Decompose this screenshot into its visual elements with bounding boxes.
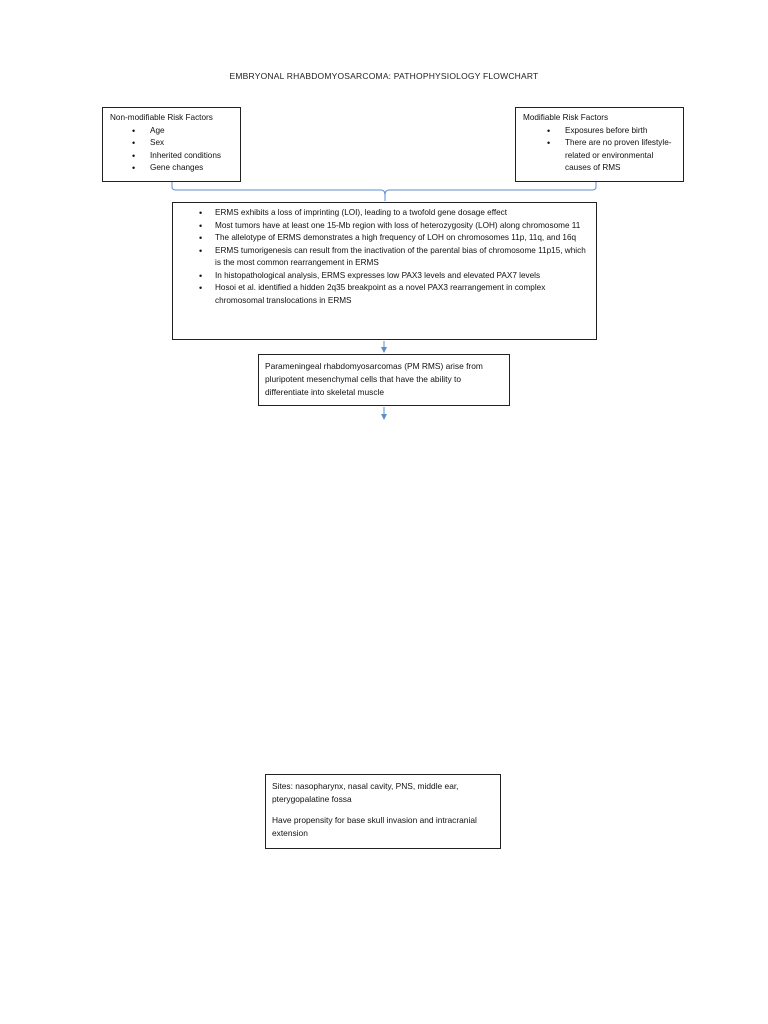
- list-item: • ERMS exhibits a loss of imprinting (LOI), leading to a twofold gene dosage effect: [181, 207, 586, 220]
- list-item: • There are no proven lifestyle-related or environmental causes of RMS: [523, 137, 676, 175]
- erms-mechanisms-box: [172, 202, 597, 340]
- modifiable-list: [523, 125, 676, 175]
- list-item: • Hosoi et al. identified a hidden 2q35 breakpoint as a novel PAX3 rearrangement in complex chromosomal translocations in ERMS: [181, 282, 586, 307]
- list-item: • In histopathological analysis, ERMS expresses low PAX3 levels and elevated PAX7 levels: [181, 270, 586, 283]
- modifiable-heading: Modifiable Risk Factors: [523, 113, 609, 122]
- invasion-text: Have propensity for base skull invasion and intracranial extension: [272, 815, 477, 838]
- list-item: • ERMS tumorigenesis can result from the inactivation of the parental bias of chromosome 11p15, which is the most common rearrangement in ERMS: [181, 245, 586, 270]
- non-modifiable-heading: Non-modifiable Risk Factors: [110, 113, 213, 122]
- list-item: • Exposures before birth: [523, 125, 676, 138]
- erms-list: [181, 207, 586, 307]
- risk-factor-brace: [172, 182, 596, 201]
- list-item: • Gene changes: [110, 162, 233, 175]
- modifiable-risk-factors-box: [515, 107, 684, 182]
- sites-box: [265, 774, 501, 849]
- list-item: • The allelotype of ERMS demonstrates a high frequency of LOH on chromosomes 11p, 11q, and 16q: [181, 232, 586, 245]
- list-item: • Most tumors have at least one 15-Mb region with loss of heterozygosity (LOH) along chromosome 11: [181, 220, 586, 233]
- list-item: • Age: [110, 125, 233, 138]
- list-item: • Sex: [110, 137, 233, 150]
- pm-rms-origin-box: [258, 354, 510, 406]
- pm-rms-text: Parameningeal rhabdomyosarcomas (PM RMS) arise from pluripotent mesenchymal cells that have the ability to differentiate into skeletal muscle: [265, 361, 483, 397]
- sites-text: Sites: nasopharynx, nasal cavity, PNS, middle ear, pterygopalatine fossa: [272, 781, 459, 804]
- flowchart-title: EMBRYONAL RHABDOMYOSARCOMA: PATHOPHYSIOLOGY FLOWCHART: [229, 71, 539, 81]
- non-modifiable-list: [110, 125, 233, 175]
- non-modifiable-risk-factors-box: [102, 107, 241, 182]
- list-item: • Inherited conditions: [110, 150, 233, 163]
